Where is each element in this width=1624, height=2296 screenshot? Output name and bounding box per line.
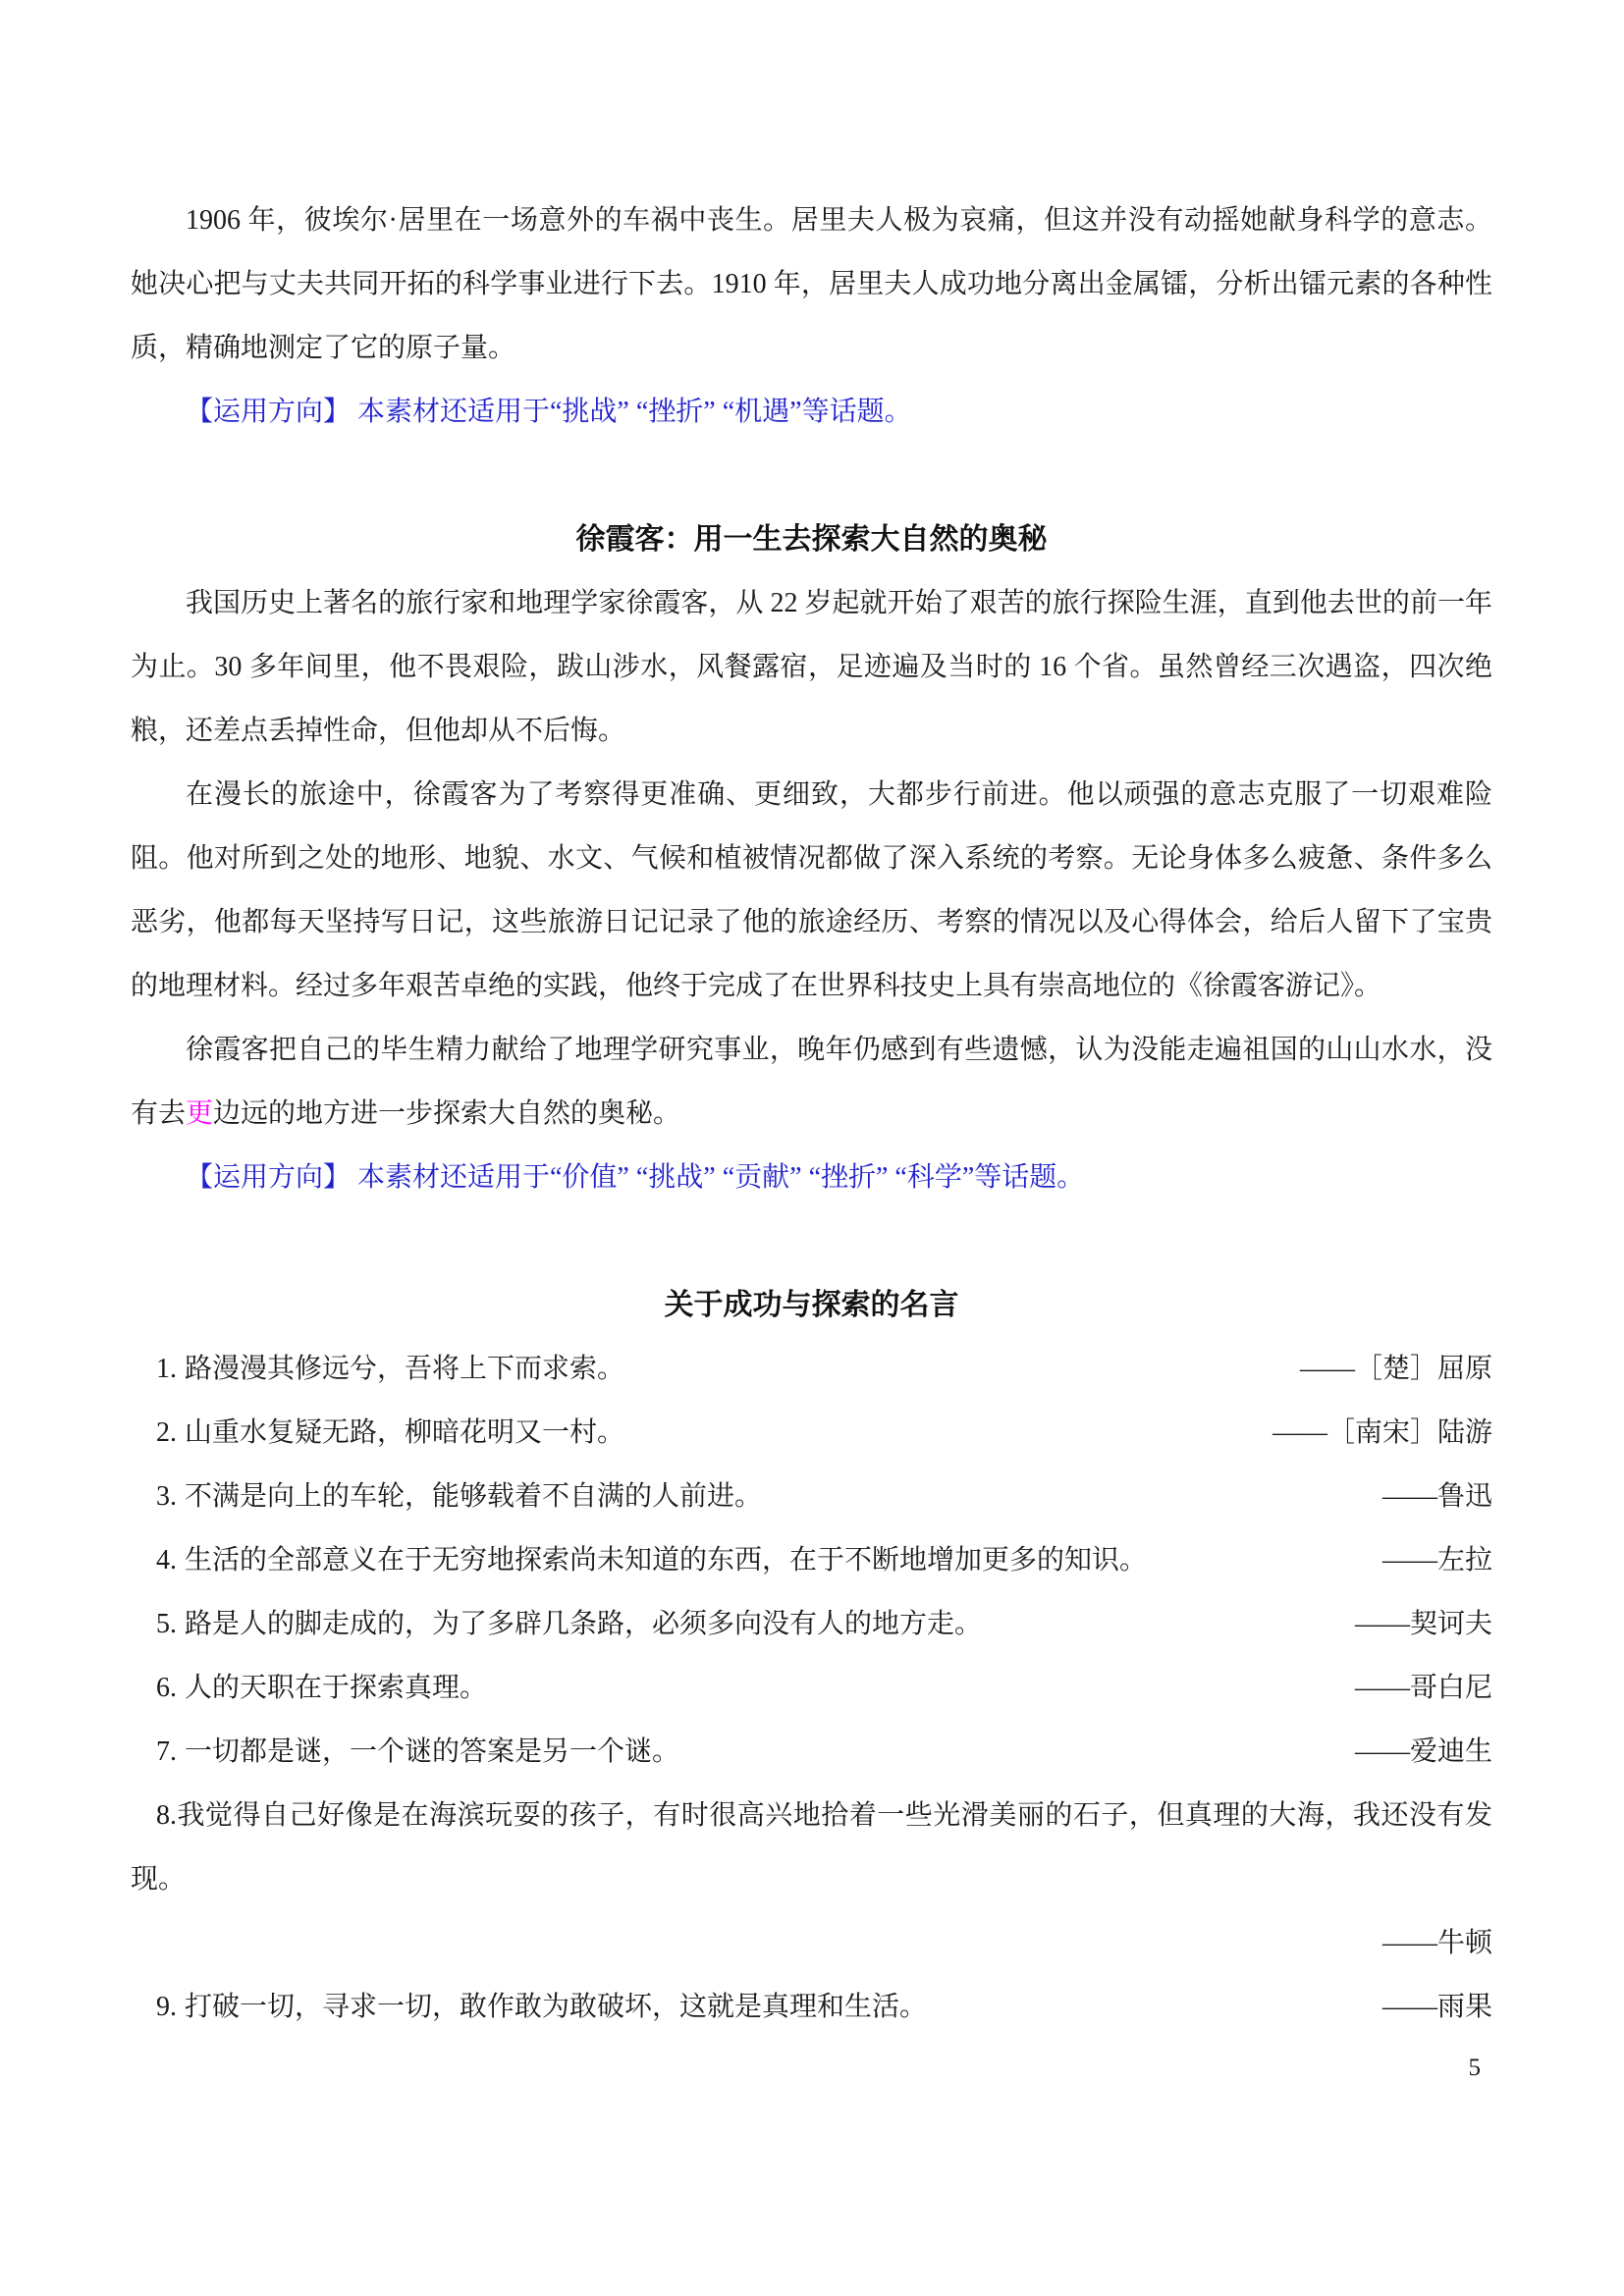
quote-text: 人的天职在于探索真理。	[185, 1673, 488, 1703]
page-number: 5	[1468, 2055, 1481, 2081]
quote-text: 我觉得自己好像是在海滨玩耍的孩子，有时很高兴地拾着一些光滑美丽的石子，但真理的大海，我还没有发现。	[131, 1800, 1492, 1895]
paragraph-xuxiake-2: 在漫长的旅途中，徐霞客为了考察得更准确、更细致，大都步行前进。他以顽强的意志克服了一切艰难险阻。他对所到之处的地形、地貌、水文、气候和植被情况都做了深入系统的考察。无论身体多么疲惫、条件多么恶劣，他都每天坚持写日记，这些旅游日记记录了他的旅途经历、考察的情况以及心得体会，给后人留下了宝贵的地理材料。经过多年艰苦卓绝的实践，他终于完成了在世界科技史上具有崇高地位的《徐霞客游记》。	[131, 779, 1492, 1001]
paragraph-xuxiake-3-part2: 边远的地方进一步探索大自然的奥秘。	[213, 1098, 681, 1129]
quote-number: 5.	[156, 1609, 177, 1639]
quote-item-9	[131, 1975, 1492, 2039]
quote-item	[131, 1401, 1492, 1465]
quote-text: 打破一切，寻求一切，敢作敢为敢破坏，这就是真理和生活。	[185, 1992, 928, 2022]
quote-item	[131, 1337, 1492, 1401]
paragraph-curie: 1906 年，彼埃尔·居里在一场意外的车祸中丧生。居里夫人极为哀痛，但这并没有动摇她献身科学的意志。她决心把与丈夫共同开拓的科学事业进行下去。1910 年，居里夫人成功地分离出金属镭，分析出镭元素的各种性质，精确地测定了它的原子量。	[131, 205, 1492, 363]
quote-item	[131, 1592, 1492, 1656]
quote-attribution: ——［楚］屈原	[1299, 1354, 1492, 1384]
paragraph-xuxiake-1: 我国历史上著名的旅行家和地理学家徐霞客，从 22 岁起就开始了艰苦的旅行探险生涯，直到他去世的前一年为止。30 多年间里，他不畏艰险，跋山涉水，风餐露宿，足迹遍及当时的 16 个省。虽然曾经三次遇盗，四次绝粮，还差点丢掉性命，但他却从不后悔。	[131, 588, 1492, 746]
quote-number: 2.	[156, 1417, 177, 1448]
quote-item	[131, 1720, 1492, 1784]
quote-item	[131, 1465, 1492, 1528]
quote-number: 6.	[156, 1673, 177, 1703]
quote-number: 4.	[156, 1545, 177, 1575]
quote-text: 山重水复疑无路，柳暗花明又一村。	[185, 1417, 625, 1448]
quote-attribution: ——左拉	[1381, 1545, 1492, 1575]
section-title-quotes: 关于成功与探索的名言	[664, 1289, 959, 1321]
quote-attribution: ——哥白尼	[1354, 1673, 1492, 1703]
quote-attribution-8: ——牛顿	[1381, 1928, 1492, 1958]
paragraph-xuxiake-3	[131, 1018, 1492, 1146]
usage-note-xuxiake: 【运用方向】 本素材还适用于“价值” “挑战” “贡献” “挫折” “科学”等话题。	[186, 1162, 1085, 1193]
quote-text: 不满是向上的车轮，能够载着不自满的人前进。	[185, 1481, 763, 1512]
quote-number: 3.	[156, 1481, 177, 1512]
quote-item-8	[131, 1784, 1492, 1911]
section-title-xuxiake: 徐霞客：用一生去探索大自然的奥秘	[575, 523, 1048, 556]
quote-number: 1.	[156, 1354, 177, 1384]
quote-attribution: ——［南宋］陆游	[1272, 1417, 1492, 1448]
usage-note-curie: 【运用方向】 本素材还适用于“挑战” “挫折” “机遇”等话题。	[186, 397, 912, 427]
quote-attribution: ——爱迪生	[1354, 1736, 1492, 1767]
quote-text: 路是人的脚走成的，为了多辟几条路，必须多向没有人的地方走。	[185, 1609, 983, 1639]
paragraph-xuxiake-3-part1: 徐霞客把自己的毕生精力献给了地理学研究事业，晚年仍感到有些遗憾，认为没能走遍祖国的山山水水，没有去	[131, 1035, 1492, 1129]
quote-item	[131, 1528, 1492, 1592]
quote-text: 一切都是谜，一个谜的答案是另一个谜。	[185, 1736, 680, 1767]
quote-number: 8.	[156, 1800, 177, 1831]
quote-text: 生活的全部意义在于无穷地探索尚未知道的东西，在于不断地增加更多的知识。	[185, 1545, 1148, 1575]
quote-text: 路漫漫其修远兮，吾将上下而求索。	[185, 1354, 625, 1384]
quote-number: 7.	[156, 1736, 177, 1767]
quote-attribution: ——契诃夫	[1354, 1609, 1492, 1639]
quote-number: 9.	[156, 1992, 177, 2022]
quote-item	[131, 1656, 1492, 1720]
quote-attribution: ——雨果	[1381, 1992, 1492, 2022]
highlighted-char: 更	[186, 1098, 214, 1129]
quote-attribution: ——鲁迅	[1381, 1481, 1492, 1512]
